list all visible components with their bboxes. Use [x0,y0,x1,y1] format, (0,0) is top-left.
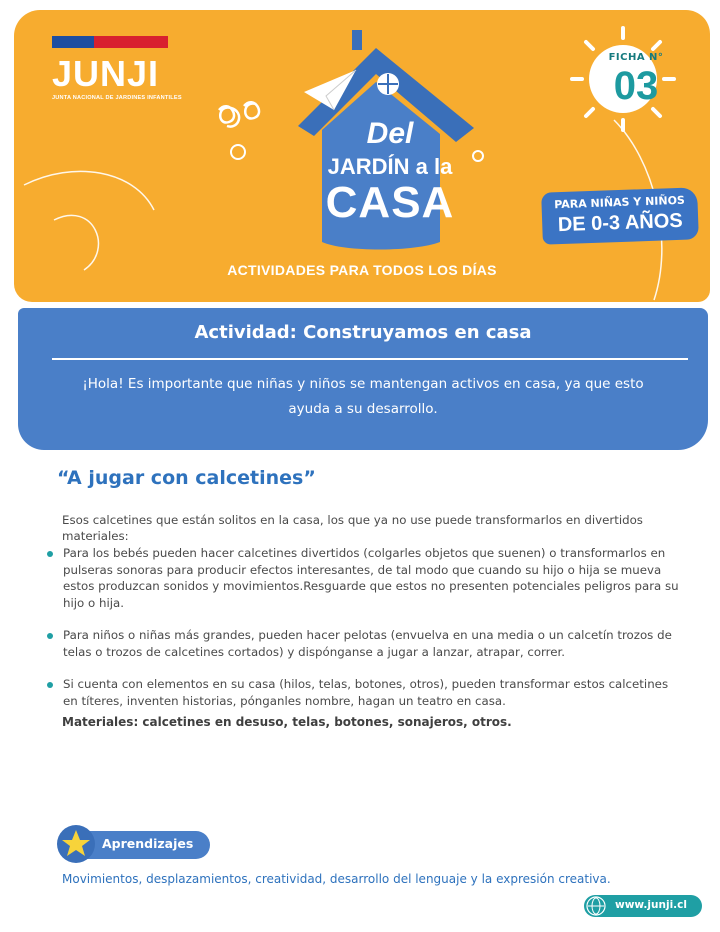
list-item [46,627,686,660]
list-item [46,676,686,709]
activity-greeting: ¡Hola! Es importante que niñas y niños se mantengan activos en casa, ya que esto ayuda a su desarrollo. [82,376,644,417]
list-item-text: Para niños o niñas más grandes, pueden hacer pelotas (envuelva en una media o un calcetín trozos de telas o trozos de calcetines cortados) y dispónganse a jugar a lanzar, atrapar, correr. [63,628,672,659]
list-item-text: Si cuenta con elementos en su casa (hilos, telas, botones, otros), pueden transformar estos calcetines en títeres, inventen historias, pónganles nombre, hagan un teatro en casa. [63,677,669,708]
section-title: “A jugar con calcetines” [57,467,316,489]
age-badge-line2: DE 0-3 AÑOS [557,209,684,237]
program-title-line2: JARDÍN a la [327,154,453,179]
star-icon [56,824,96,864]
bullet-icon [47,682,53,688]
ficha-badge [582,34,690,142]
ficha-number: 03 [613,64,659,108]
bullet-icon [47,633,53,639]
chile-flag-icon [52,36,168,48]
learning-label: Aprendizajes [102,836,194,851]
learning-text: Movimientos, desplazamientos, creatividad, desarrollo del lenguaje y la expresión creativa. [62,872,611,886]
intro-text: Esos calcetines que están solitos en la casa, los que ya no use puede transformarlos en divertidos materiales: [62,513,643,543]
divider [52,358,688,360]
age-badge [541,187,699,244]
list-item-text: Para los bebés pueden hacer calcetines divertidos (colgarles objetos que suenen) o transformarlos en pulseras sonoras para producir efectos interesantes, de tal modo que cuando su hijo o hija se mueva estos produzcan sonidos y movimientos.Resguarde que estos no presenten potenciales peligros para su hijo o hija. [63,546,679,610]
header-banner [14,10,710,302]
junji-logo [52,36,182,101]
bullet-icon [47,551,53,557]
activity-band [18,308,708,450]
logo-subtitle: JUNTA NACIONAL DE JARDINES INFANTILES [52,95,182,101]
program-title-line3: CASA [325,178,455,227]
tagline: ACTIVIDADES PARA TODOS LOS DÍAS [227,262,497,278]
logo-name: JUNJI [52,53,160,94]
age-badge-line1: PARA NIÑAS Y NIÑOS [553,193,686,212]
program-title [320,118,460,226]
list-item [46,545,686,611]
globe-icon [586,896,606,916]
activity-list [46,545,686,725]
activity-title: Actividad: Construyamos en casa [194,322,532,343]
website-url[interactable]: www.junji.cl [615,899,687,911]
ficha-label: FICHA N° [608,52,664,63]
program-title-line1: Del [366,117,414,150]
materials-text: Materiales: calcetines en desuso, telas, botones, sonajeros, otros. [62,715,512,729]
